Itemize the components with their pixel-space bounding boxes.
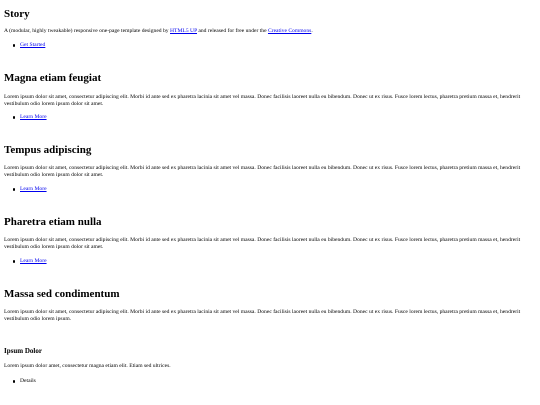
section-action-item	[4, 186, 47, 193]
section-body: Lorem ipsum dolor sit amet, consectetur adipiscing elit. Morbi id ante sed ex pharetra lacinia sit amet vel massa. Donec facilisis laoreet nulla eu bibendum. Donec ut ex risus. Fusce lorem lectus, pharetra pretium massa et, hendrerit vestibulum odio lorem ipsum dolor sit amet.	[4, 237, 521, 250]
learn-more-link[interactable]: Learn More	[20, 114, 47, 120]
section-actions	[4, 186, 47, 193]
section-actions	[4, 258, 47, 265]
subsection-action-item	[4, 378, 36, 385]
section-title: Pharetra etiam nulla	[4, 216, 102, 228]
intro-text-before: A (modular, highly tweakable) responsive one-page template designed by	[4, 28, 170, 34]
section-body: Lorem ipsum dolor sit amet, consectetur adipiscing elit. Morbi id ante sed ex pharetra lacinia sit amet vel massa. Donec facilisis laoreet nulla eu bibendum. Donec ut ex risus. Fusce lorem lectus, pharetra pretium massa et, hendrerit vestibulum odio lorem ipsum dolor sit amet.	[4, 94, 521, 107]
section-action-item	[4, 258, 47, 265]
section-title: Massa sed condimentum	[4, 288, 120, 300]
intro-title: Story	[4, 8, 30, 20]
section-title: Tempus adipiscing	[4, 144, 92, 156]
subsection-title: Ipsum Dolor	[4, 347, 42, 355]
section-action-item	[4, 114, 47, 121]
get-started-link[interactable]: Get Started	[20, 42, 46, 48]
details-label[interactable]: Details	[20, 378, 36, 384]
section-body: Lorem ipsum dolor sit amet, consectetur adipiscing elit. Morbi id ante sed ex pharetra lacinia sit amet vel massa. Donec facilisis laoreet nulla eu bibendum. Donec ut ex risus. Fusce lorem lectus, pharetra pretium massa et, hendrerit vestibulum odio lorem ipsum dolor sit amet.	[4, 165, 521, 178]
intro-text-after: .	[311, 28, 313, 34]
html5up-link[interactable]: HTML5 UP	[170, 28, 197, 34]
subsection-body: Lorem ipsum dolor amet, consectetur magna etiam elit. Etiam sed ultrices.	[4, 363, 171, 369]
intro-actions	[4, 42, 45, 49]
subsection-actions	[4, 378, 36, 385]
section-actions	[4, 114, 47, 121]
learn-more-link[interactable]: Learn More	[20, 258, 47, 264]
learn-more-link[interactable]: Learn More	[20, 186, 47, 192]
section-title: Magna etiam feugiat	[4, 72, 102, 84]
intro-text	[4, 28, 534, 35]
section-body: Lorem ipsum dolor sit amet, consectetur adipiscing elit. Morbi id ante sed ex pharetra lacinia sit amet vel massa. Donec facilisis laoreet nulla eu bibendum. Donec ut ex risus. Fusce lorem lectus, pharetra pretium massa et, hendrerit vestibulum odio lorem ipsum.	[4, 309, 521, 322]
creative-commons-link[interactable]: Creative Commons	[267, 28, 312, 34]
intro-action-item	[4, 42, 45, 49]
intro-text-middle: and released for free under the	[197, 28, 268, 34]
